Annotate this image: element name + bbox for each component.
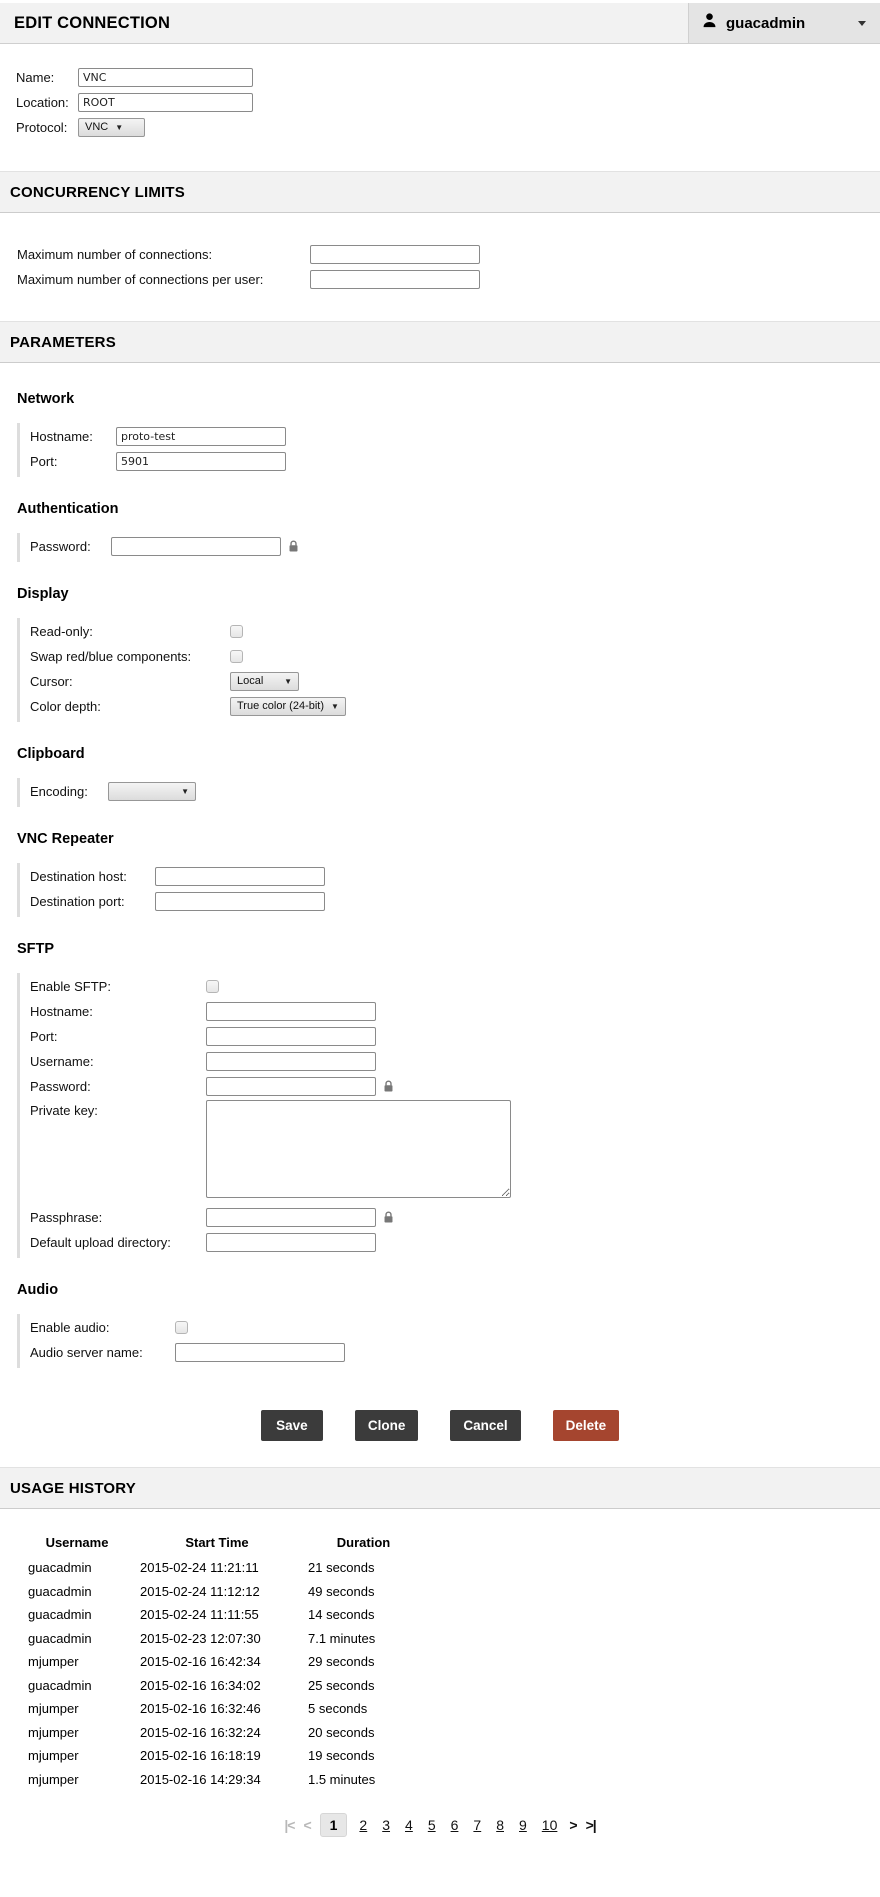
table-row	[28, 1744, 433, 1768]
cell-start-time: 2015-02-24 11:11:55	[140, 1607, 259, 1623]
page-button-1-current[interactable]: 1	[320, 1813, 348, 1837]
sftp-field-group	[17, 973, 880, 1258]
parameters-section	[0, 363, 880, 1441]
cell-start-time: 2015-02-16 16:42:34	[140, 1654, 261, 1670]
page-button-3[interactable]: 3	[382, 1817, 391, 1833]
protocol-select[interactable]	[78, 118, 145, 137]
prev-page-button[interactable]: <	[303, 1817, 311, 1833]
protocol-select-value: VNC	[85, 121, 109, 133]
location-input[interactable]	[78, 93, 253, 112]
table-row	[28, 1580, 433, 1604]
cell-username: mjumper	[28, 1654, 79, 1670]
cell-duration: 29 seconds	[308, 1654, 375, 1670]
concurrency-section-header	[0, 171, 880, 213]
destination-port-label: Destination port:	[30, 893, 125, 909]
table-header-row	[28, 1535, 433, 1556]
parameters-section-header	[0, 321, 880, 363]
default-upload-directory-label: Default upload directory:	[30, 1234, 171, 1250]
name-input[interactable]	[78, 68, 253, 87]
table-row	[28, 1556, 433, 1580]
delete-button[interactable]: Delete	[553, 1410, 620, 1441]
display-subsection-title: Display	[17, 586, 69, 602]
page-button-8[interactable]: 8	[496, 1817, 504, 1833]
sftp-username-input[interactable]	[206, 1052, 376, 1071]
page-button-9[interactable]: 9	[519, 1817, 527, 1833]
swap-red-blue-label: Swap red/blue components:	[30, 648, 192, 664]
authentication-subsection-title: Authentication	[17, 501, 119, 517]
table-row	[28, 1603, 433, 1627]
display-field-group	[17, 618, 880, 722]
cell-username: guacadmin	[28, 1560, 92, 1576]
sftp-username-label: Username:	[30, 1053, 94, 1069]
table-row	[28, 1674, 433, 1698]
vnc-repeater-subsection-title: VNC Repeater	[17, 831, 114, 847]
cursor-label: Cursor:	[30, 673, 73, 689]
cell-start-time: 2015-02-16 16:18:19	[140, 1748, 261, 1764]
sftp-port-input[interactable]	[206, 1027, 376, 1046]
general-section	[0, 44, 880, 171]
cell-start-time: 2015-02-24 11:21:11	[140, 1560, 259, 1576]
port-label: Port:	[30, 453, 58, 469]
cell-start-time: 2015-02-16 16:32:24	[140, 1724, 261, 1740]
destination-host-label: Destination host:	[30, 868, 127, 884]
cell-duration: 25 seconds	[308, 1677, 375, 1693]
cell-start-time: 2015-02-16 16:32:46	[140, 1701, 261, 1717]
enable-sftp-label: Enable SFTP:	[30, 978, 111, 994]
clipboard-field-group	[17, 778, 880, 807]
usage-history-table	[28, 1535, 433, 1791]
page-button-4[interactable]: 4	[405, 1817, 413, 1833]
page-button-5[interactable]: 5	[427, 1817, 436, 1833]
cell-username: mjumper	[28, 1701, 79, 1717]
save-button[interactable]: Save	[261, 1410, 323, 1441]
enable-audio-label: Enable audio:	[30, 1319, 110, 1335]
cell-duration: 19 seconds	[308, 1748, 375, 1764]
authentication-field-group	[17, 533, 880, 562]
hostname-label: Hostname:	[30, 428, 93, 444]
protocol-label: Protocol:	[16, 119, 68, 135]
parameters-section-title: PARAMETERS	[10, 334, 116, 351]
pagination	[0, 1813, 880, 1837]
vnc-repeater-field-group	[17, 863, 880, 917]
page-header	[0, 3, 880, 44]
usage-history-section-title: USAGE HISTORY	[10, 1480, 136, 1497]
page-button-7[interactable]: 7	[473, 1817, 482, 1833]
encoding-select[interactable]	[108, 782, 196, 801]
concurrency-section-title: CONCURRENCY LIMITS	[10, 184, 185, 201]
cell-username: guacadmin	[28, 1583, 92, 1599]
cancel-button[interactable]: Cancel	[450, 1410, 520, 1441]
cell-duration: 5 seconds	[308, 1701, 368, 1717]
audio-server-name-input[interactable]	[175, 1343, 345, 1362]
network-subsection-title: Network	[17, 391, 75, 407]
destination-port-input[interactable]	[155, 892, 325, 911]
page-button-2[interactable]: 2	[359, 1817, 368, 1833]
audio-server-name-label: Audio server name:	[30, 1344, 143, 1360]
sftp-hostname-label: Hostname:	[30, 1003, 93, 1019]
cell-duration: 1.5 minutes	[308, 1771, 376, 1787]
cell-start-time: 2015-02-24 11:12:12	[140, 1583, 260, 1599]
password-label: Password:	[30, 538, 91, 554]
cursor-select[interactable]	[230, 672, 299, 691]
sftp-port-label: Port:	[30, 1028, 58, 1044]
cell-duration: 20 seconds	[308, 1724, 375, 1740]
cell-duration: 49 seconds	[308, 1583, 375, 1599]
cell-duration: 14 seconds	[308, 1607, 375, 1623]
passphrase-input[interactable]	[206, 1208, 376, 1227]
next-page-button[interactable]: >	[569, 1817, 577, 1833]
passphrase-label: Passphrase:	[30, 1209, 103, 1225]
hostname-input[interactable]	[116, 427, 286, 446]
sftp-password-label: Password:	[30, 1078, 91, 1094]
clone-button[interactable]: Clone	[355, 1410, 419, 1441]
cell-username: mjumper	[28, 1724, 79, 1740]
lock-icon	[287, 539, 300, 553]
cursor-select-value: Local	[237, 675, 264, 687]
audio-field-group	[17, 1314, 880, 1368]
page-title: EDIT CONNECTION	[14, 13, 171, 32]
max-connections-label: Maximum number of connections:	[17, 246, 213, 262]
location-label: Location:	[16, 94, 69, 110]
usage-history-section-header	[0, 1467, 880, 1509]
sftp-hostname-input[interactable]	[206, 1002, 376, 1021]
audio-subsection-title: Audio	[17, 1282, 59, 1298]
enable-sftp-checkbox[interactable]	[206, 980, 219, 993]
column-header-username: Username	[45, 1535, 109, 1550]
cell-start-time: 2015-02-16 14:29:34	[140, 1771, 261, 1787]
chevron-down-icon	[858, 21, 866, 26]
swap-red-blue-checkbox[interactable]	[230, 650, 243, 663]
user-menu[interactable]	[688, 3, 880, 43]
select-caret-icon: ▼	[331, 701, 339, 711]
table-row	[28, 1650, 433, 1674]
enable-audio-checkbox[interactable]	[175, 1321, 188, 1334]
user-menu-username: guacadmin	[726, 14, 806, 32]
first-page-button[interactable]: |<	[284, 1817, 295, 1833]
table-row	[28, 1721, 433, 1745]
column-header-duration: Duration	[336, 1535, 391, 1550]
clipboard-subsection-title: Clipboard	[17, 746, 85, 762]
read-only-checkbox[interactable]	[230, 625, 243, 638]
cell-start-time: 2015-02-16 16:34:02	[140, 1677, 261, 1693]
cell-duration: 7.1 minutes	[308, 1630, 376, 1646]
cell-duration: 21 seconds	[308, 1560, 375, 1576]
password-input[interactable]	[111, 537, 281, 556]
lock-icon	[382, 1079, 395, 1093]
cell-start-time: 2015-02-23 12:07:30	[140, 1630, 261, 1646]
port-input[interactable]	[116, 452, 286, 471]
destination-host-input[interactable]	[155, 867, 325, 886]
max-connections-per-user-input[interactable]	[310, 270, 480, 289]
color-depth-select-value: True color (24-bit)	[237, 700, 325, 712]
max-connections-input[interactable]	[310, 245, 480, 264]
color-depth-select[interactable]	[230, 697, 346, 716]
table-row	[28, 1768, 433, 1792]
cell-username: guacadmin	[28, 1677, 92, 1693]
max-connections-per-user-label: Maximum number of connections per user:	[17, 271, 264, 287]
name-label: Name:	[16, 69, 55, 85]
page-button-6[interactable]: 6	[450, 1817, 459, 1833]
default-upload-directory-input[interactable]	[206, 1233, 376, 1252]
column-header-start-time: Start Time	[185, 1535, 249, 1550]
cell-username: guacadmin	[28, 1630, 92, 1646]
private-key-label: Private key:	[30, 1103, 98, 1118]
table-row	[28, 1697, 433, 1721]
page-button-10[interactable]: 10	[541, 1817, 558, 1833]
sftp-password-input[interactable]	[206, 1077, 376, 1096]
color-depth-label: Color depth:	[30, 698, 101, 714]
private-key-textarea[interactable]	[206, 1100, 511, 1198]
select-caret-icon: ▼	[181, 786, 189, 796]
table-row	[28, 1627, 433, 1651]
user-icon	[701, 12, 718, 34]
cell-username: guacadmin	[28, 1607, 92, 1623]
network-field-group	[17, 423, 880, 477]
encoding-label: Encoding:	[30, 783, 88, 799]
lock-icon	[382, 1210, 395, 1224]
cell-username: mjumper	[28, 1748, 79, 1764]
concurrency-section	[0, 213, 880, 321]
cell-username: mjumper	[28, 1771, 79, 1787]
select-caret-icon: ▼	[115, 122, 124, 132]
action-buttons	[0, 1410, 880, 1441]
select-caret-icon: ▼	[284, 676, 292, 686]
read-only-label: Read-only:	[30, 623, 93, 639]
last-page-button[interactable]: >|	[585, 1817, 596, 1833]
sftp-subsection-title: SFTP	[17, 941, 55, 957]
